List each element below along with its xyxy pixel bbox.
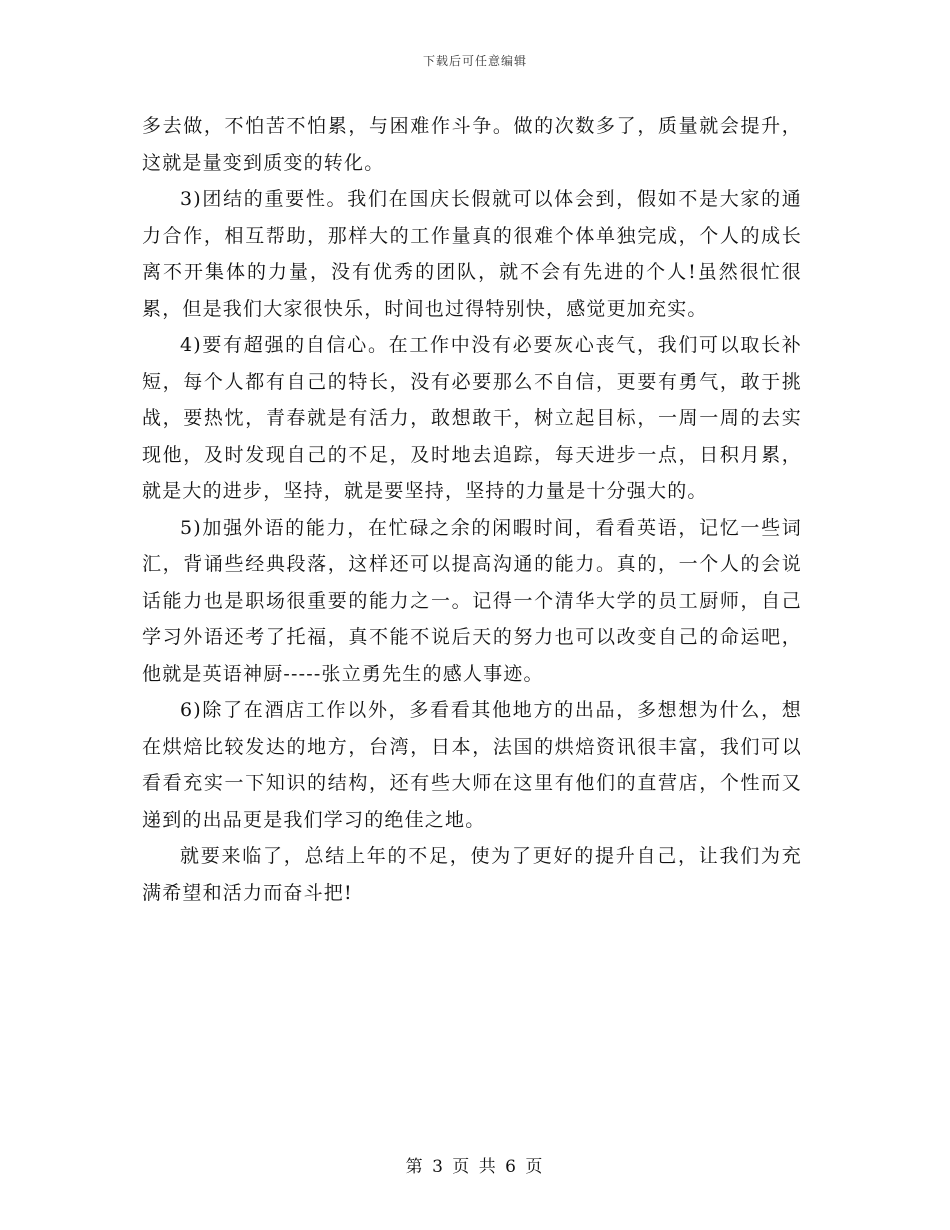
header-note: 下载后可任意编辑 bbox=[422, 54, 527, 68]
paragraph-teamwork: 3)团结的重要性。我们在国庆长假就可以体会到，假如不是大家的通力合作，相互帮助，那样大的工作量真的很难个体单独完成，个人的成长离不开集体的力量，没有优秀的团队，就不会有先进的个人!虽然很忙很累，但是我们大家很快乐，时间也过得特别快，感觉更加充实。 bbox=[142, 188, 802, 320]
document-body bbox=[142, 108, 802, 911]
paragraph-closing: 就要来临了，总结上年的不足，使为了更好的提升自己，让我们为充满希望和活力而奋斗把! bbox=[142, 845, 802, 904]
paragraph-confidence: 4)要有超强的自信心。在工作中没有必要灰心丧气，我们可以取长补短，每个人都有自己的特长，没有必要那么不自信，更要有勇气，敢于挑战，要热忱，青春就是有活力，敢想敢干，树立起目标，一周一周的去实现他，及时发现自己的不足，及时地去追踪，每天进步一点，日积月累，就是大的进步，坚持，就是要坚持，坚持的力量是十分强大的。 bbox=[142, 334, 802, 502]
paragraph-continuation: 多去做，不怕苦不怕累，与困难作斗争。做的次数多了，质量就会提升，这就是量变到质变的转化。 bbox=[142, 115, 802, 174]
page-number: 第 3 页 共 6 页 bbox=[405, 1157, 545, 1177]
paragraph-other-outlets: 6)除了在酒店工作以外，多看看其他地方的出品，多想想为什么，想在烘焙比较发达的地方，台湾，日本，法国的烘焙资讯很丰富，我们可以看看充实一下知识的结构，还有些大师在这里有他们的直营店，个性而又递到的出品更是我们学习的绝佳之地。 bbox=[142, 699, 802, 831]
paragraph-foreign-language: 5)加强外语的能力，在忙碌之余的闲暇时间，看看英语，记忆一些词汇，背诵些经典段落，这样还可以提高沟通的能力。真的，一个人的会说话能力也是职场很重要的能力之一。记得一个清华大学的员工厨师，自己学习外语还考了托福，真不能不说后天的努力也可以改变自己的命运吧，他就是英语神厨-----张立勇先生的感人事迹。 bbox=[142, 516, 802, 685]
